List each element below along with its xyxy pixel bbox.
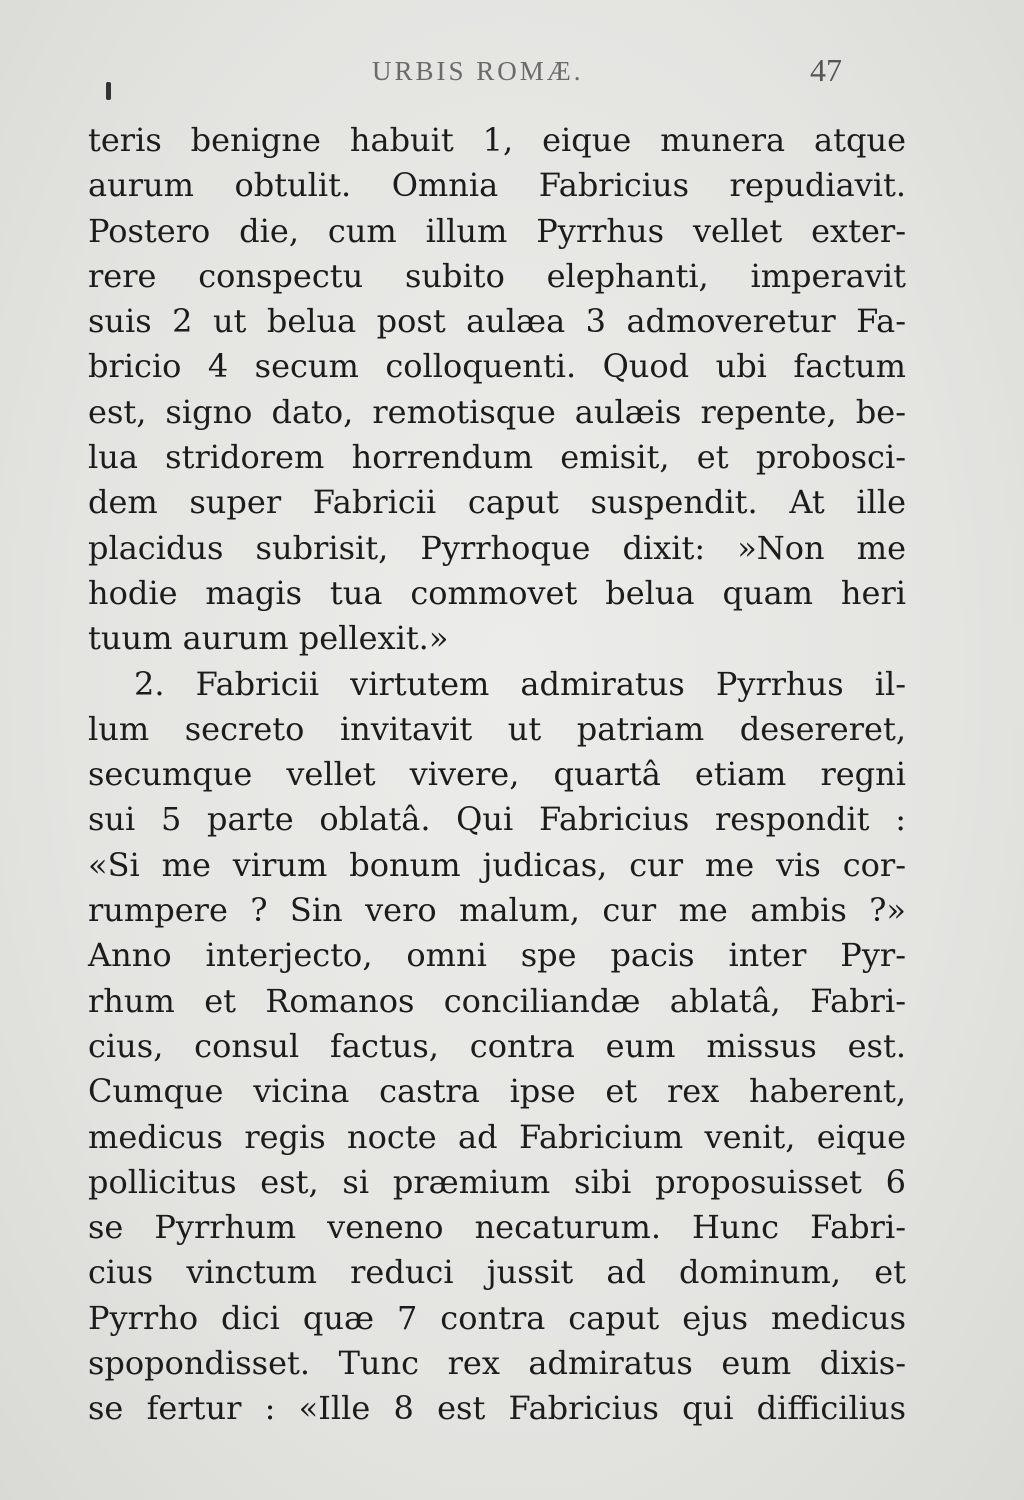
text-line: bricio 4 secum colloquenti. Quod ubi factum: [88, 347, 906, 386]
text-line: suis 2 ut belua post aulæa 3 admoveretur Fa-: [88, 302, 906, 341]
text-line: cius vinctum reduci jussit ad dominum, et: [88, 1253, 906, 1292]
text-line: medicus regis nocte ad Fabricium venit, eique: [88, 1117, 906, 1156]
text-line: Pyrrho dici quæ 7 contra caput ejus medicus: [88, 1298, 906, 1337]
running-title: URBIS ROMÆ.: [372, 56, 584, 86]
text-line: lua stridorem horrendum emisit, et probosci-: [88, 438, 906, 477]
text-line: pollicitus est, si præmium sibi proposuisset 6: [88, 1162, 906, 1201]
text-line: spopondisset. Tunc rex admiratus eum dixis-: [88, 1344, 906, 1383]
body-text: [88, 118, 906, 1432]
page-number: 47: [810, 52, 842, 88]
text-line: Anno interjecto, omni spe pacis inter Pyr-: [88, 936, 906, 975]
text-line: placidus subrisit, Pyrrhoque dixit: »Non me: [88, 528, 906, 567]
paragraph-end-line: tuum aurum pellexit.»: [88, 619, 449, 658]
text-line: «Si me virum bonum judicas, cur me vis cor-: [88, 845, 906, 884]
text-line: teris benigne habuit 1, eique munera atque: [88, 121, 906, 159]
text-line: aurum obtulit. Omnia Fabricius repudiavit.: [88, 166, 906, 205]
text-line: rhum et Romanos conciliandæ ablatâ, Fabri-: [88, 981, 906, 1020]
text-line: se fertur : «Ille 8 est Fabricius qui difficilius: [88, 1389, 906, 1428]
text-line: dem super Fabricii caput suspendit. At ille: [88, 483, 906, 522]
text-line: hodie magis tua commovet belua quam heri: [88, 573, 906, 612]
text-line: Cumque vicina castra ipse et rex haberent,: [88, 1072, 906, 1111]
running-header: [0, 52, 1024, 92]
text-line: rere conspectu subito elephanti, imperavit: [88, 256, 906, 295]
text-line: sui 5 parte oblatâ. Qui Fabricius respondit :: [88, 800, 906, 839]
text-line: cius, consul factus, contra eum missus est.: [88, 1026, 906, 1065]
text-line: lum secreto invitavit ut patriam desereret,: [88, 709, 906, 748]
text-line: rumpere ? Sin vero malum, cur me ambis ?»: [88, 891, 906, 930]
text-line: est, signo dato, remotisque aulæis repente, be-: [88, 392, 906, 431]
text-line: se Pyrrhum veneno necaturum. Hunc Fabri-: [88, 1208, 906, 1247]
paragraph-start-line: 2. Fabricii virtutem admiratus Pyrrhus il-: [134, 664, 906, 703]
text-line: Postero die, cum illum Pyrrhus vellet exter-: [88, 211, 906, 250]
text-line: secumque vellet vivere, quartâ etiam regni: [88, 755, 906, 794]
